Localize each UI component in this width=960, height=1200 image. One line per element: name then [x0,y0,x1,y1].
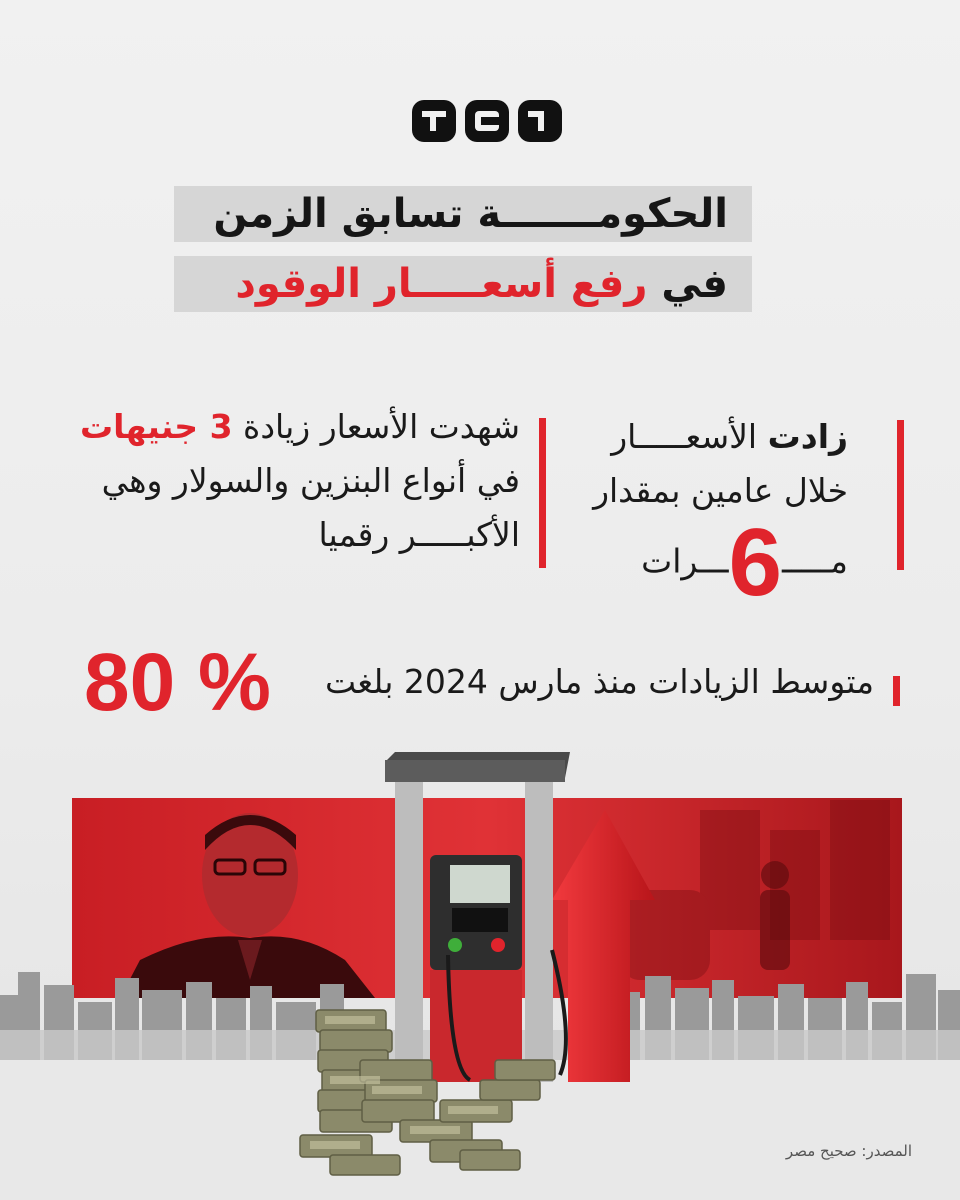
headline-line-2 [174,256,752,312]
average-text: متوسط الزيادات منذ مارس 2024 بلغت [324,662,874,701]
fact-increase-line-2: في أنواع البنزين والسولار وهي [101,461,520,500]
average-row [80,637,900,728]
headline-highlight: رفع أسعـــــار الوقود [235,261,648,307]
attendant-silhouette [760,861,790,970]
fact-two-years [548,410,848,616]
fact-increase-line-1: شهدت الأسعار زيادة 3 جنيهات [80,407,520,446]
fact-increase-line-3: الأكبـــــر رقميا [318,515,520,554]
source-credit: المصدر: صحيح مصر [785,1142,912,1160]
average-value: 80 % [84,637,271,728]
brand-logo [412,96,562,146]
fact-two-years-line-2: خلال عامين بمقدار [593,471,848,510]
fact-two-years-line-1: زادت الأسعـــــار [611,417,848,456]
fact-increase [80,400,520,562]
average-bar [893,676,900,706]
fuel-prices-illustration [0,740,960,1200]
multiplier-value: 6 [728,509,782,616]
headline-line-1: الحكومـــــــة تسابق الزمن [174,186,752,242]
headline-prefix: في [661,261,728,307]
fact-increase-bar [539,418,546,568]
fact-two-years-bar [897,420,904,570]
fact-two-years-line-3: مـــــ6ـــرات [641,509,848,616]
